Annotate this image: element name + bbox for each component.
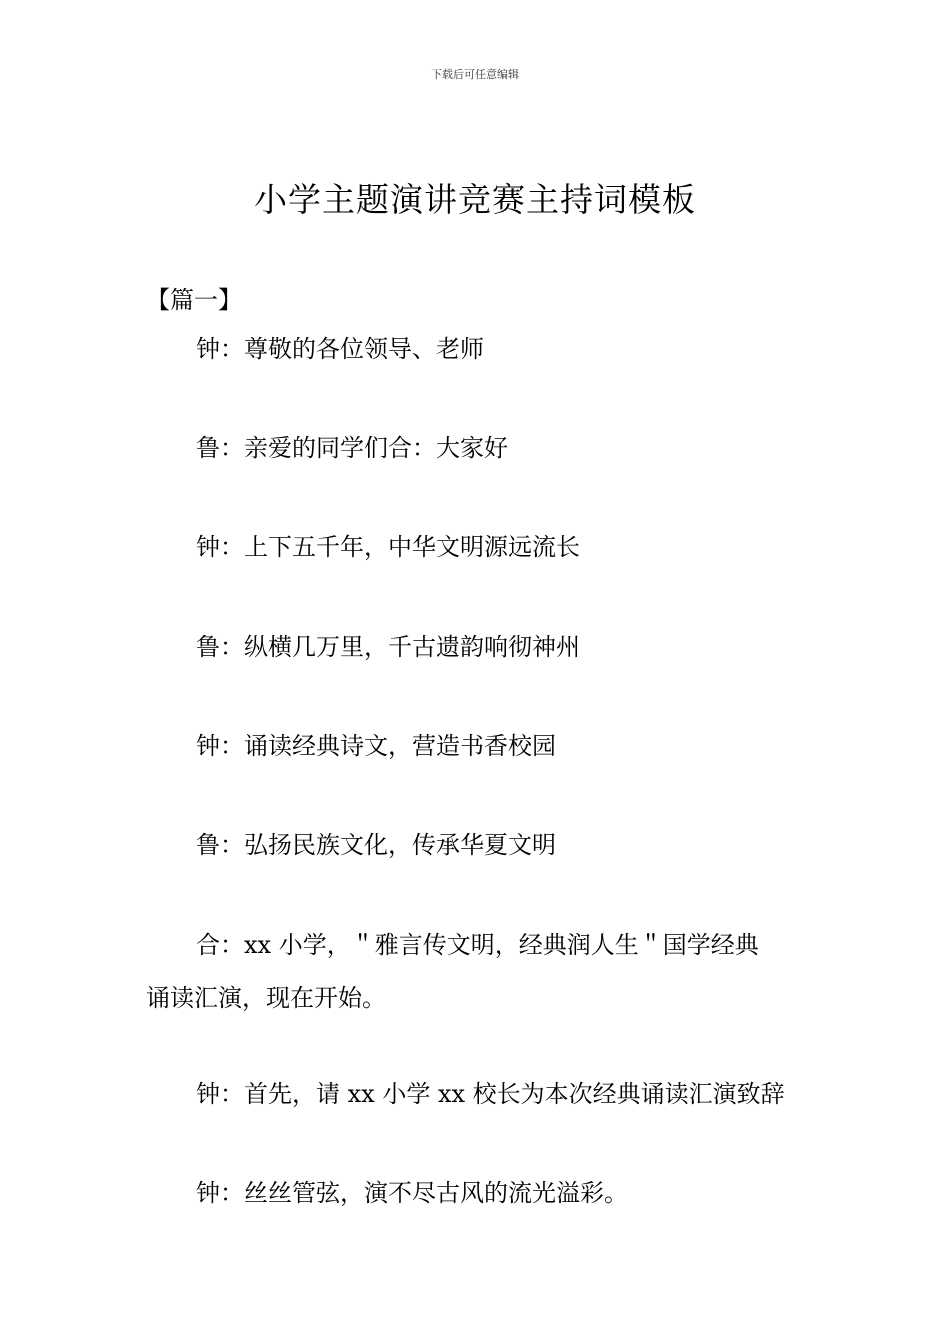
script-line-5: 钟：诵读经典诗文，营造书香校园 xyxy=(196,732,556,760)
script-line-4: 鲁：纵横几万里，千古遗韵响彻神州 xyxy=(196,633,580,661)
script-line-2: 鲁：亲爱的同学们合：大家好 xyxy=(196,434,508,462)
script-line-7: 合：xx 小学，＂雅言传文明，经典润人生＂国学经典 xyxy=(196,931,759,959)
script-line-3: 钟：上下五千年，中华文明源远流长 xyxy=(196,533,580,561)
header-note: 下载后可任意编辑 xyxy=(431,68,519,81)
section-label: 【篇一】 xyxy=(146,286,242,314)
script-line-8: 钟：首先，请 xx 小学 xx 校长为本次经典诵读汇演致辞 xyxy=(196,1080,785,1108)
script-line-9: 钟：丝丝管弦，演不尽古风的流光溢彩。 xyxy=(196,1179,628,1207)
document-title: 小学主题演讲竞赛主持词模板 xyxy=(254,180,696,219)
script-line-7-continued: 诵读汇演，现在开始。 xyxy=(146,984,386,1012)
script-line-1: 钟：尊敬的各位领导、老师 xyxy=(196,335,484,363)
script-line-6: 鲁：弘扬民族文化，传承华夏文明 xyxy=(196,831,556,859)
